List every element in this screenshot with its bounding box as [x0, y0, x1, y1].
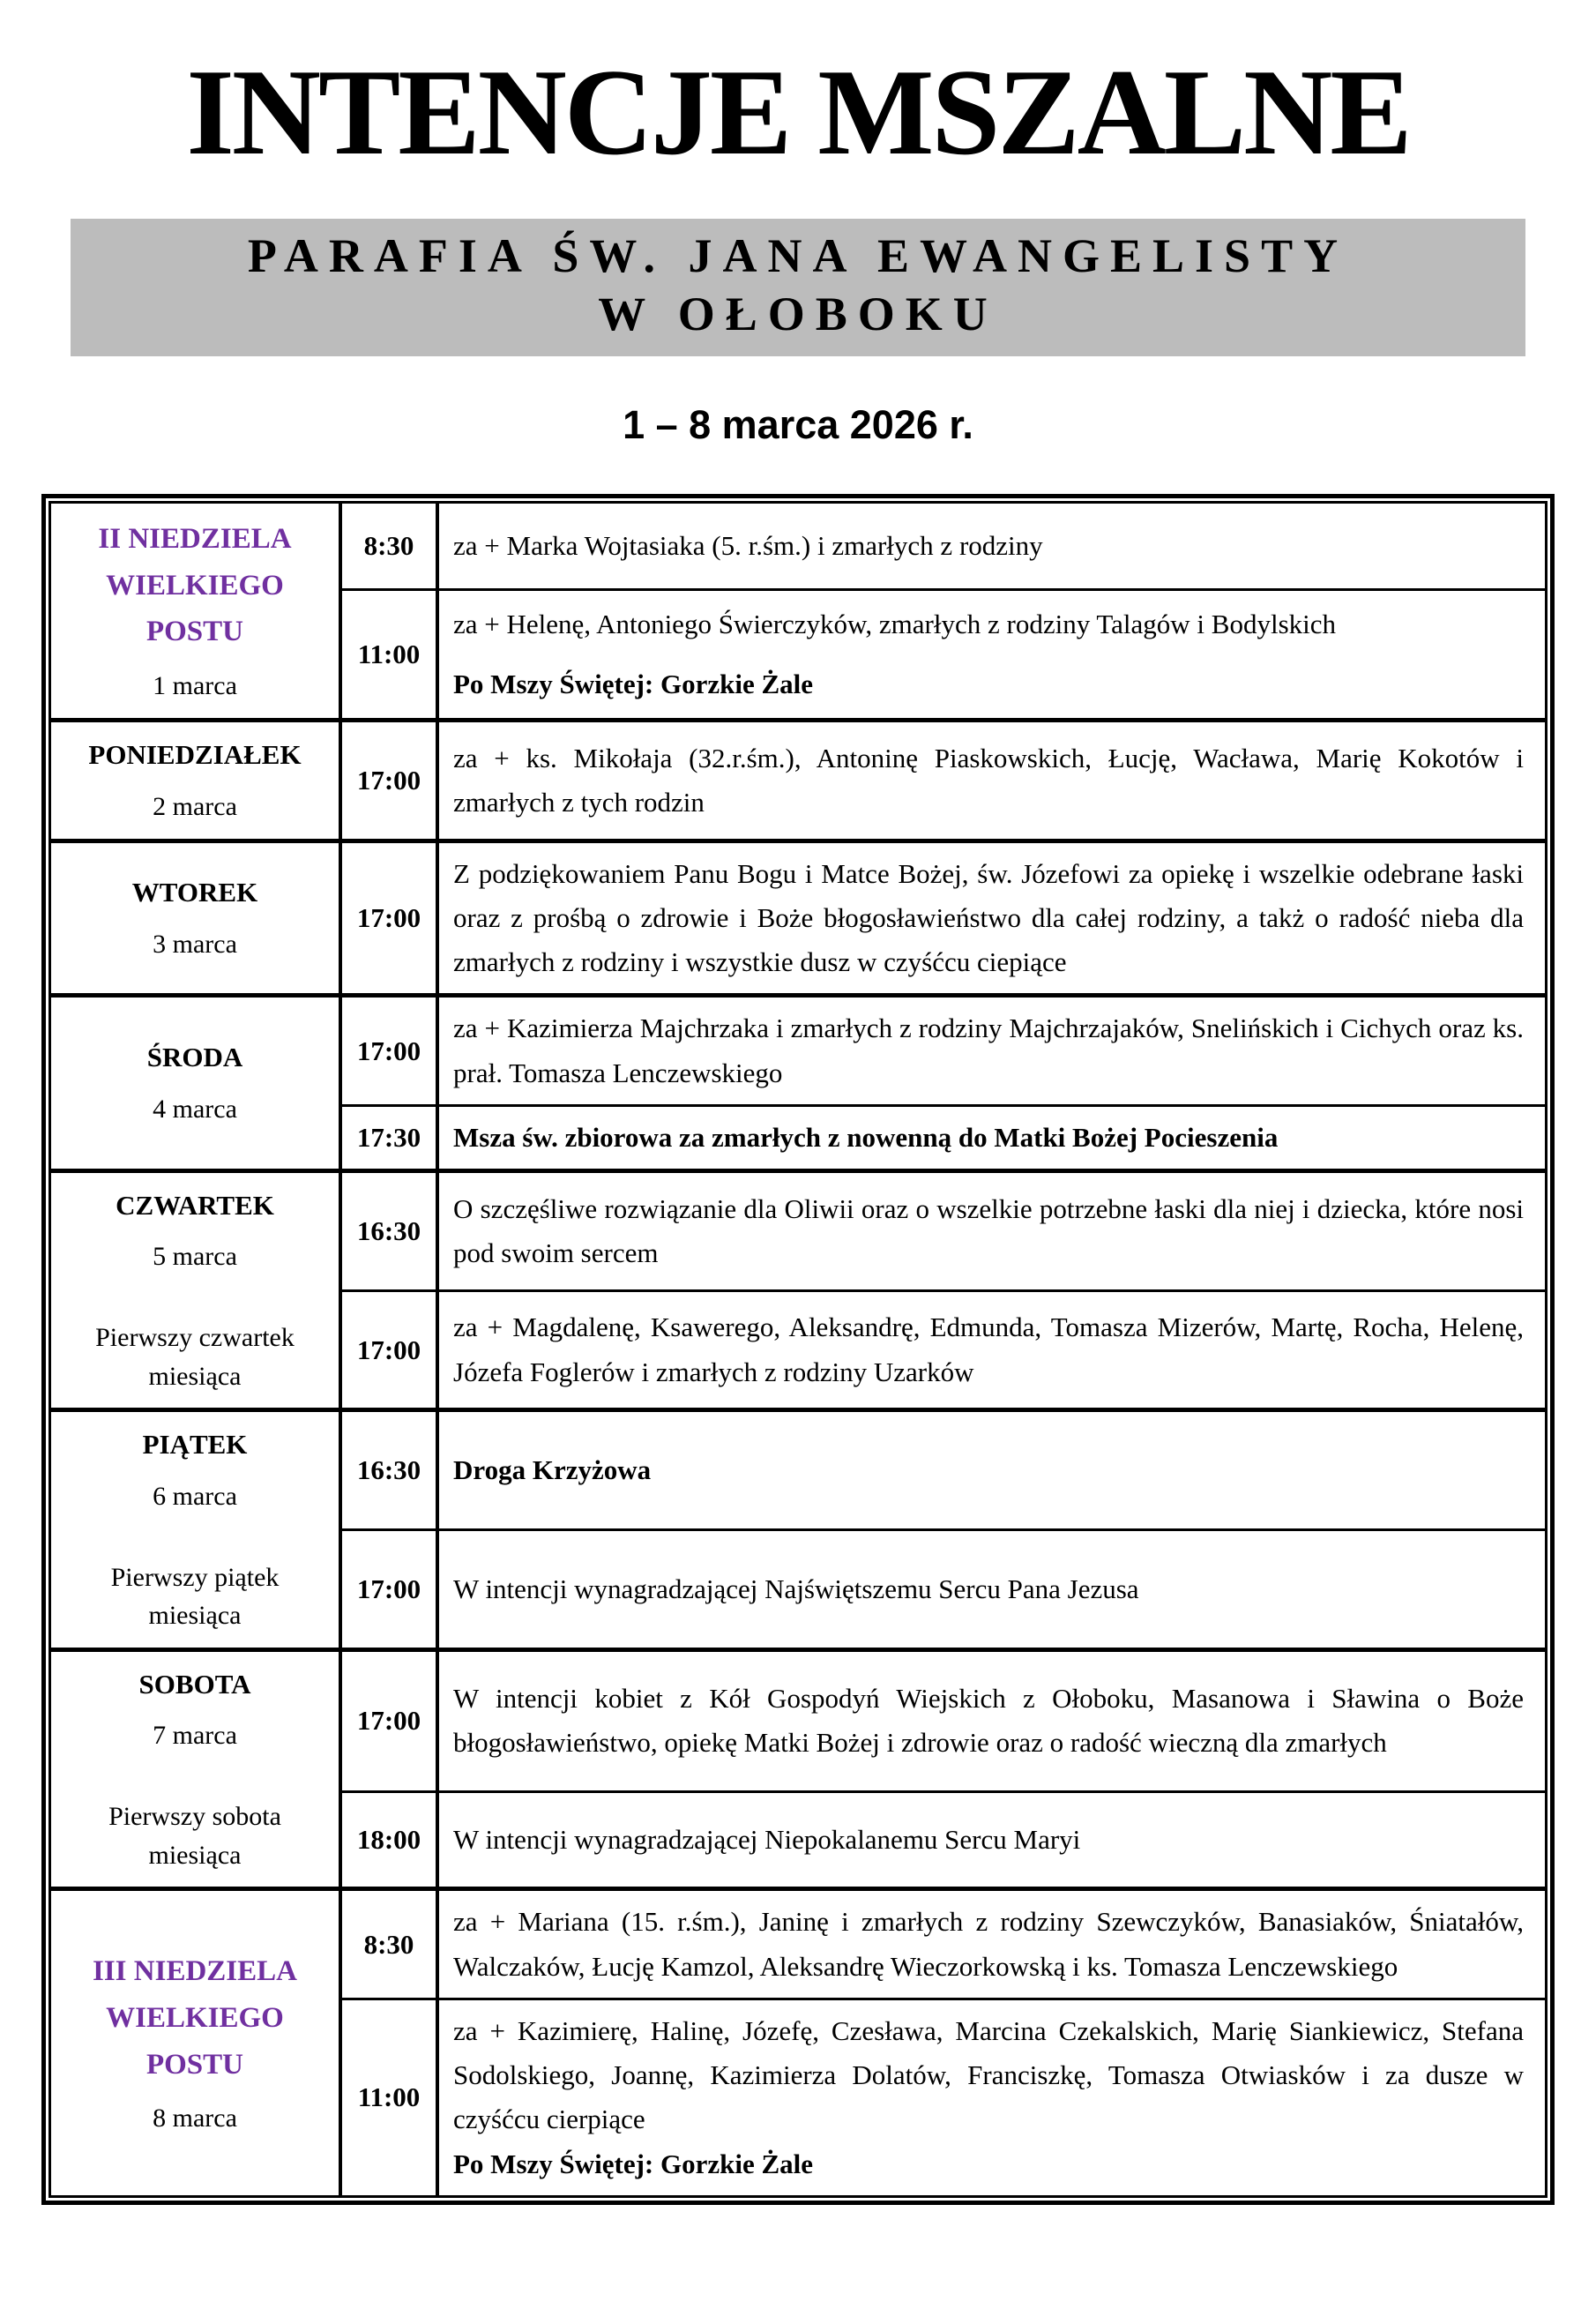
mass-time: 17:00	[342, 843, 439, 994]
mass-intention	[439, 1107, 1545, 1169]
mass-row	[342, 588, 1545, 718]
intention-text: za + Helenę, Antoniego Świerczyków, zmarłych z rodziny Talagów i Bodylskich	[453, 608, 1337, 639]
day-title: SOBOTA	[138, 1668, 251, 1700]
day-title: II NIEDZIELA WIELKIEGO POSTU	[98, 522, 292, 648]
day-section-tuesday	[51, 839, 1545, 994]
mass-time: 17:00	[342, 1652, 439, 1790]
mass-time: 11:00	[342, 591, 439, 718]
day-date: 6 marca	[153, 1481, 237, 1511]
mass-row	[342, 843, 1545, 994]
mass-time: 17:00	[342, 1292, 439, 1409]
day-cell	[51, 504, 342, 718]
mass-intention	[439, 1531, 1545, 1648]
day-subtitle: Pierwszy czwartek miesiąca	[95, 1323, 295, 1391]
page-title: INTENCJE MSZALNE	[186, 44, 1410, 181]
intention-text: za + Magdalenę, Ksawerego, Aleksandrę, Edmunda, Tomasza Mizerów, Martę, Rocha, Helenę, Józefa Foglerów i zmarłych z rodziny Uzarków	[453, 1311, 1524, 1387]
mass-row	[342, 1173, 1545, 1289]
intention-text: za + ks. Mikołaja (32.r.śm.), Antoninę Piaskowskich, Łucję, Wacława, Marię Kokotów i zmarłych z tych rodzin	[453, 742, 1524, 818]
day-date: 2 marca	[153, 791, 237, 821]
day-title: PONIEDZIAŁEK	[88, 739, 302, 771]
mass-intention	[439, 1173, 1545, 1289]
day-cell	[51, 1891, 342, 2194]
mass-intention	[439, 591, 1545, 718]
day-date: 3 marca	[153, 929, 237, 959]
day-title: CZWARTEK	[116, 1189, 274, 1221]
mass-time: 18:00	[342, 1793, 439, 1887]
mass-row	[342, 1412, 1545, 1528]
intention-text: W intencji wynagradzającej Najświętszemu Sercu Pana Jezusa	[453, 1573, 1139, 1604]
parish-name-line2: W OŁOBOKU	[598, 287, 998, 340]
day-title: III NIEDZIELA WIELKIEGO POSTU	[93, 1954, 297, 2081]
mass-intention	[439, 722, 1545, 839]
intention-text: Msza św. zbiorowa za zmarłych z nowenną do Matki Bożej Pocieszenia	[453, 1121, 1279, 1153]
intention-text: za + Kazimierza Majchrzaka i zmarłych z rodziny Majchrzajaków, Snelińskich i Cichych oraz ks. prał. Tomasza Lenczewskiego	[453, 1013, 1524, 1088]
mass-time: 11:00	[342, 2000, 439, 2195]
day-date: 8 marca	[153, 2104, 237, 2133]
mass-intention	[439, 998, 1545, 1103]
intention-text: W intencji kobiet z Kół Gospodyń Wiejskich z Ołoboku, Masanowa i Sławina o Boże błogosławieństwo, opiekę Matki Bożej i zdrowie oraz o radość wieczną dla zmarłych	[453, 1683, 1524, 1759]
day-cell	[51, 722, 342, 839]
day-subtitle: Pierwszy sobota miesiąca	[108, 1802, 281, 1870]
intention-text: Droga Krzyżowa	[453, 1454, 652, 1486]
mass-time: 17:00	[342, 722, 439, 839]
day-section-monday	[51, 718, 1545, 839]
parish-banner	[71, 219, 1525, 356]
mass-row	[342, 1790, 1545, 1887]
day-cell	[51, 1173, 342, 1409]
mass-time: 17:30	[342, 1107, 439, 1169]
schedule-table-body	[48, 501, 1548, 2198]
day-cell	[51, 1412, 342, 1648]
day-section-saturday	[51, 1648, 1545, 1887]
mass-time: 8:30	[342, 1891, 439, 1997]
mass-time: 17:00	[342, 1531, 439, 1648]
day-date: 7 marca	[153, 1721, 237, 1751]
day-cell	[51, 1652, 342, 1887]
intention-note: Po Mszy Świętej: Gorzkie Żale	[453, 668, 814, 699]
day-title: PIĄTEK	[142, 1429, 248, 1461]
mass-time: 16:30	[342, 1173, 439, 1289]
mass-intention	[439, 2000, 1545, 2195]
day-section-wednesday	[51, 993, 1545, 1169]
day-date: 5 marca	[153, 1242, 237, 1272]
mass-row	[342, 1891, 1545, 1997]
mass-intention	[439, 1292, 1545, 1409]
schedule-table	[41, 494, 1555, 2205]
mass-intention	[439, 843, 1545, 994]
day-cell	[51, 998, 342, 1169]
day-section-thursday	[51, 1169, 1545, 1409]
day-subtitle: Pierwszy piątek miesiąca	[110, 1562, 280, 1631]
mass-row	[342, 1104, 1545, 1169]
day-section-sunday-3-lent	[51, 1887, 1545, 2194]
mass-row	[342, 1528, 1545, 1648]
mass-intention	[439, 504, 1545, 588]
intention-text: W intencji wynagradzającej Niepokalanemu Sercu Maryi	[453, 1824, 1081, 1856]
intention-text: za + Marka Wojtasiaka (5. r.śm.) i zmarłych z rodziny	[453, 529, 1043, 561]
mass-intention	[439, 1891, 1545, 1997]
mass-row	[342, 1289, 1545, 1409]
mass-row	[342, 1652, 1545, 1790]
mass-time: 16:30	[342, 1412, 439, 1528]
mass-time: 17:00	[342, 998, 439, 1103]
day-date: 4 marca	[153, 1094, 237, 1124]
intention-text: O szczęśliwe rozwiązanie dla Oliwii oraz o wszelkie potrzebne łaski dla niej i dziecka, które nosi pod swoim sercem	[453, 1192, 1524, 1268]
intention-text: Z podziękowaniem Panu Bogu i Matce Bożej, św. Józefowi za opiekę i wszelkie odebrane łaski oraz z prośbą o zdrowie i Boże błogosławieństwo dla całej rodziny, a takż o radość nieba dla zmarłych z rodziny i wszystkie dusz w czyśćcu ciepiące	[453, 857, 1524, 978]
mass-row	[342, 1998, 1545, 2195]
day-cell	[51, 843, 342, 994]
intention-note: Po Mszy Świętej: Gorzkie Żale	[453, 2148, 814, 2179]
mass-row	[342, 504, 1545, 588]
mass-intention	[439, 1652, 1545, 1790]
parish-name-line1: PARAFIA ŚW. JANA EWANGELISTY	[247, 229, 1349, 282]
day-section-sunday-2-lent	[51, 504, 1545, 718]
mass-row	[342, 722, 1545, 839]
day-date: 1 marca	[153, 671, 237, 701]
mass-intention	[439, 1412, 1545, 1528]
date-range: 1 – 8 marca 2026 r.	[623, 401, 973, 447]
intention-text: za + Kazimierę, Halinę, Józefę, Czesława, Marcina Czekalskich, Marię Siankiewicz, Stefana Sodolskiego, Joannę, Kazimierza Dolatów, Franciszkę, Tomasza Otwiasków i za dusze w czyśćcu cierpiące	[453, 2014, 1524, 2135]
day-title: WTOREK	[131, 877, 258, 908]
mass-time: 8:30	[342, 504, 439, 588]
day-title: ŚRODA	[146, 1042, 243, 1073]
day-section-friday	[51, 1408, 1545, 1648]
mass-intention	[439, 1793, 1545, 1887]
mass-row	[342, 998, 1545, 1103]
intention-text: za + Mariana (15. r.śm.), Janinę i zmarłych z rodziny Szewczyków, Banasiaków, Śniatałów, Walczaków, Łucję Kamzol, Aleksandrę Wieczorkowską i ks. Tomasza Lenczewskiego	[453, 1906, 1524, 1982]
